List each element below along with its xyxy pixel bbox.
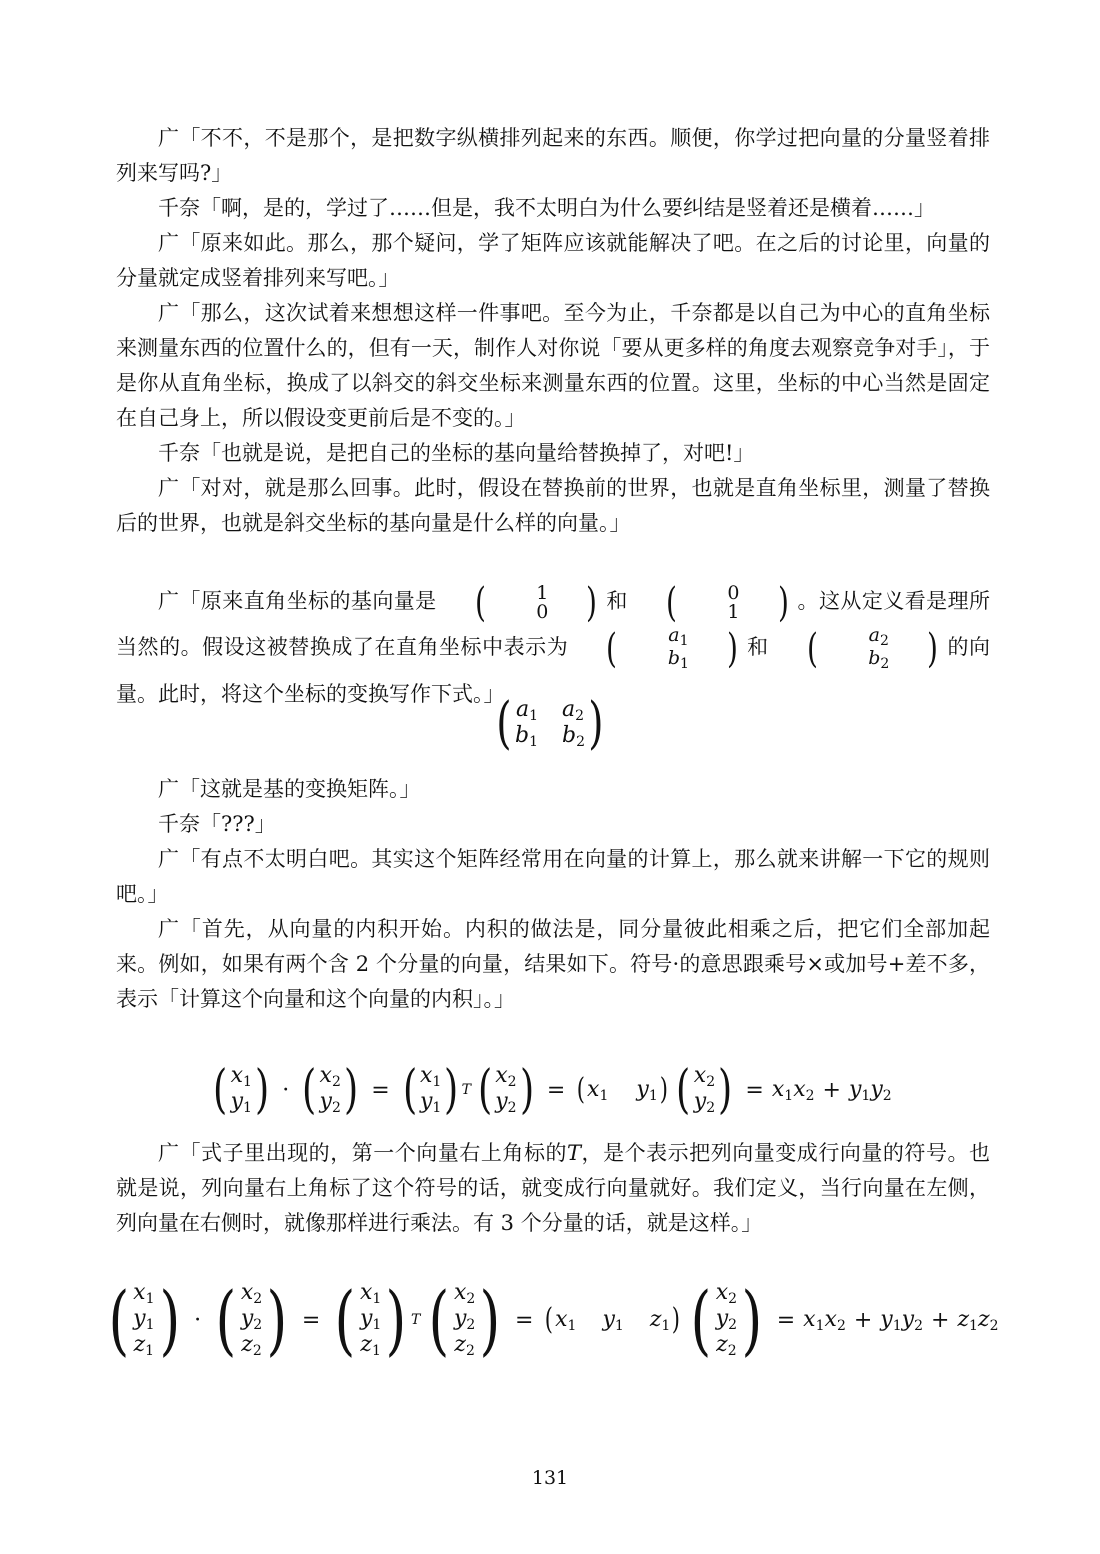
vector-a1-b1: ( $a_1$ $b_1$ ) <box>606 624 738 672</box>
text-block-transpose <box>116 1136 990 1241</box>
paragraph: 广「不不，不是那个，是把数字纵横排列起来的东西。顺便，你学过把向量的分量竖着排列来写吗?」 <box>116 126 990 185</box>
paragraph: 广「原来如此。那么，那个疑问，学了矩阵应该就能解决了吧。在之后的讨论里，向量的分量就定成竖着排列来写吧。」 <box>116 231 990 290</box>
paragraph: 广「首先，从向量的内积开始。内积的做法是，同分量彼此相乘之后，把它们全部加起来。例如，如果有两个含 2 个分量的向量，结果如下。符号·的意思跟乘号×或加号+差不多，表示「计算这个向量和这个向量的内积」。」 <box>116 917 990 1011</box>
paragraph: 广「这就是基的变换矩阵。」 <box>158 777 421 801</box>
paragraph: 千奈「也就是说，是把自己的坐标的基向量给替换掉了，对吧!」 <box>158 441 755 465</box>
text-block-1 <box>116 121 990 541</box>
paragraph-basis: 广「原来直角坐标的基向量是 ( 1 0 ) 和 ( 0 1 ) 。这从定义看是理所当然的。假设这被替换成了在直角坐标中表示为 ( $a_1$ $b_1$ ) 和 ( $a_2$ $b_2$ ) 的向量。此时，将这个坐标的变换写作下式。」 <box>116 579 991 706</box>
paragraph: 广「那么，这次试着来想想这样一件事吧。至今为止，千奈都是以自己为中心的直角坐标来测量东西的位置什么的，但有一天，制作人对你说「要从更多样的角度去观察竞争对手」，于是你从直角坐标，换成了以斜交的斜交坐标来测量东西的位置。这里，坐标的中心当然是固定在自己身上，所以假设变更前后是不变的。」 <box>116 301 990 430</box>
paragraph: 千奈「啊，是的，学过了……但是，我不太明白为什么要纠结是竖着还是横着……」 <box>158 196 935 220</box>
paragraph: 千奈「???」 <box>158 812 276 836</box>
basis-transform-matrix: ( $a_1$ $a_2$ $b_1$ $b_2$ ) <box>496 691 604 756</box>
inner-product-3d-equation: ( $x_1$ $y_1$ $z_1$ ) · ( $x_2$ $y_2$ $z_2$ ) = ( $x_1$ $y_1$ $z_1$ ) T ( $x_2$ $y_2$ $z_2$ ) = ( $x_1$ $y_1$ $z_1$ ) ( $x_2$ $y_2$ $z_2$ ) = $x_1x_2$ + $y_1y_2$ + $z_1z_2$ <box>107 1275 999 1364</box>
basis-vector-2: ( 0 1 ) <box>665 579 789 626</box>
page-number: 131 <box>531 1467 569 1489</box>
vector-a2-b2: ( $a_2$ $b_2$ ) <box>806 624 939 672</box>
paragraph: 广「有点不太明白吧。其实这个矩阵经常用在向量的计算上，那么就来讲解一下它的规则吧。」 <box>116 847 990 906</box>
paragraph-transpose: 广「式子里出现的，第一个向量右上角标的T，是个表示把列向量变成行向量的符号。也就是说，列向量右上角标了这个符号的话，就变成行向量就好。我们定义，当行向量在左侧，列向量在右侧时，就像那样进行乘法。有 3 个分量的话，就是这样。」 <box>116 1141 991 1235</box>
paragraph: 广「对对，就是那么回事。此时，假设在替换前的世界，也就是直角坐标里，测量了替换后的世界，也就是斜交坐标的基向量是什么样的向量。」 <box>116 476 990 535</box>
text-block-2 <box>116 772 990 1017</box>
inner-product-2d-equation: ( $x_1$ $y_1$ ) · ( $x_2$ $y_2$ ) = ( $x_1$ $y_1$ ) T ( $x_2$ $y_2$ ) = ( $x_1$ $y_1$ ) ( $x_2$ $y_2$ ) = $x_1x_2$ + $y_1y_2$ <box>213 1060 892 1120</box>
basis-vector-1: ( 1 0 ) <box>474 579 598 626</box>
